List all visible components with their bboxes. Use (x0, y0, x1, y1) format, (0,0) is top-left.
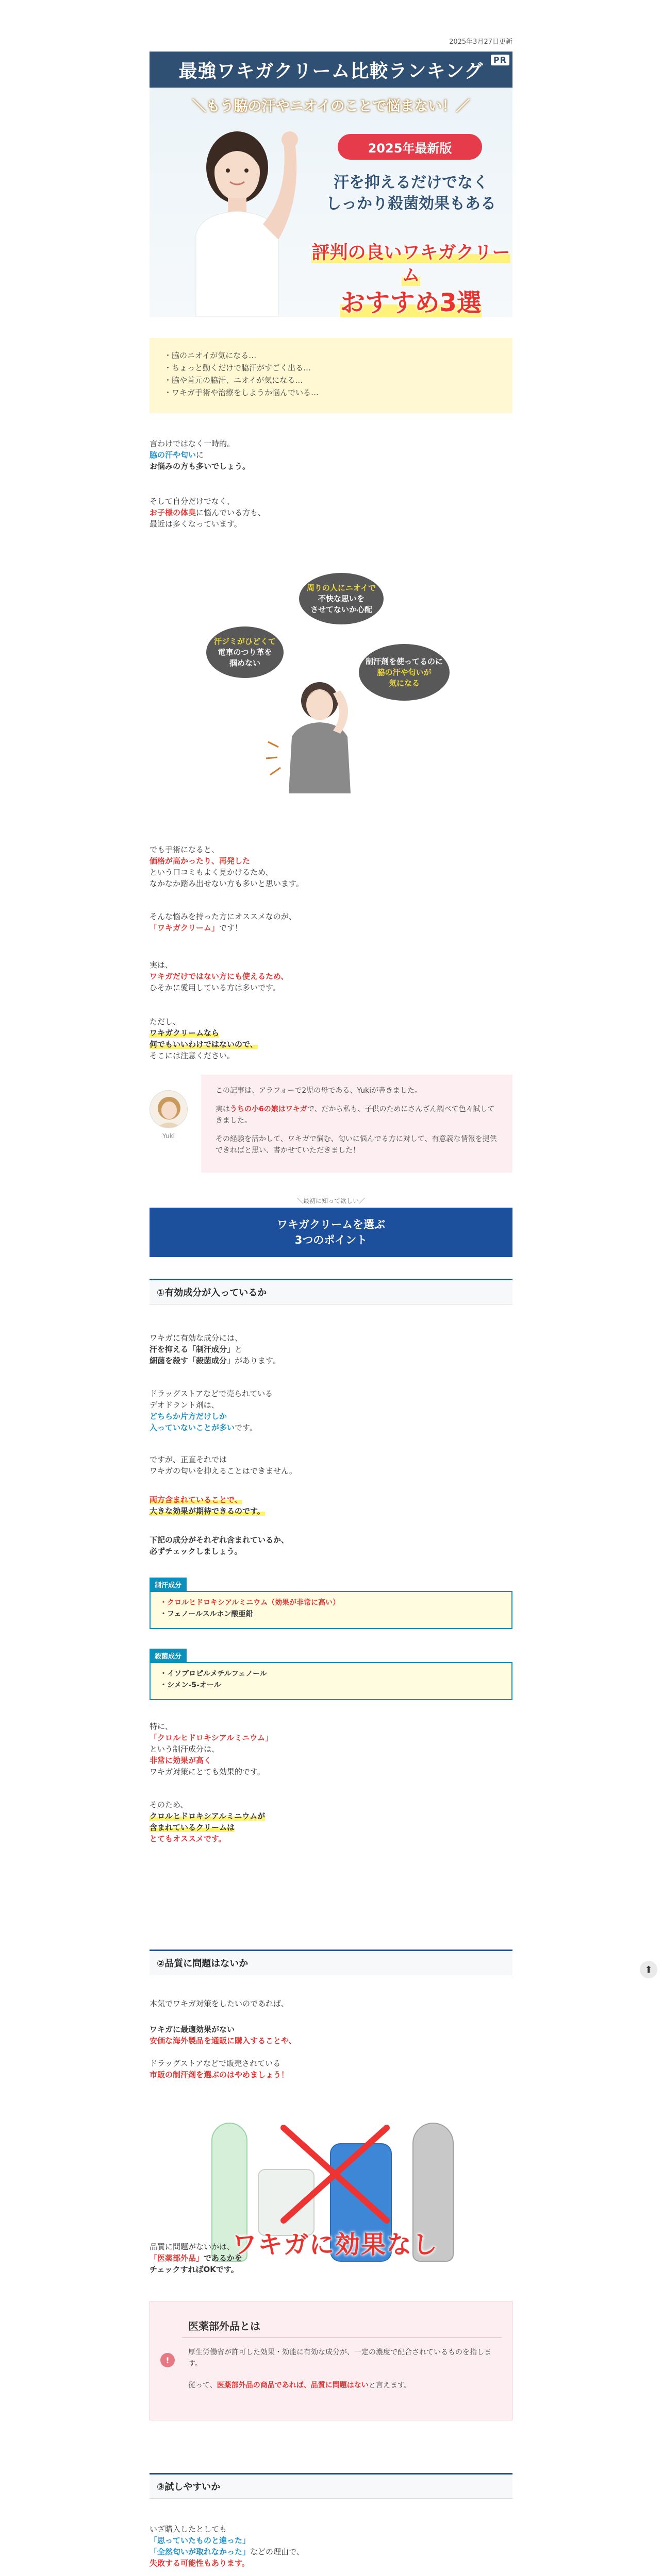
text-line: であるかを (204, 2253, 243, 2263)
text-line: 本気でワキガ対策をしたいのであれば、 (150, 1999, 289, 2008)
text-highlight: 入っていないことが多い (150, 1423, 235, 1432)
hero-tagline (309, 173, 512, 214)
worried-woman-icon (263, 670, 376, 793)
text-line: でも手術になると、 (150, 845, 220, 854)
no-effect-label: ワキガに効果なし (231, 2230, 438, 2259)
text-line: ですが、正直それでは (150, 1455, 227, 1464)
text-line: 必ずチェックしましょう。 (150, 1547, 242, 1556)
update-date: 2025年3月27日更新 (449, 38, 512, 46)
hero-line-3: 評判の良いワキガクリーム (311, 243, 510, 286)
checklist-item: ・脇や首元の脇汗、ニオイが気になる… (164, 376, 303, 385)
text-line: ワキガ対策にとても効果的です。 (150, 1767, 265, 1776)
intro-paragraph-2 (150, 496, 512, 530)
paragraph-failure (150, 2523, 512, 2569)
worry-illustration (206, 567, 464, 793)
text-highlight: 失敗する可能性もあります。 (150, 2558, 250, 2568)
antibacterial-tag: 殺菌成分 (150, 1649, 187, 1663)
text-line: お悩みの方も多いでしょう。 (150, 462, 251, 471)
list-item: ・イソプロピルメチルフェノール (160, 1670, 267, 1678)
checklist-item: ・脇のニオイが気になる… (164, 351, 257, 360)
list-item: ・シメン-5-オール (160, 1681, 221, 1689)
text-highlight: お子様の体臭 (150, 508, 196, 517)
author-name: Yuki (162, 1132, 175, 1140)
paragraph-serious (150, 1998, 512, 2009)
text-line: いざ購入したとしても (150, 2524, 227, 2534)
text-highlight: 「医薬部外品」 (150, 2253, 204, 2263)
text-line: などの理由で、 (250, 2547, 304, 2556)
pr-badge: PR (491, 55, 509, 65)
points-banner (150, 1208, 512, 1257)
note-title: 医薬部外品とは (188, 2320, 260, 2332)
text-line: 最近は多くなっています。 (150, 519, 242, 529)
text-highlight: 「全然匂いが取れなかった」 (150, 2547, 251, 2556)
note-body (188, 2347, 503, 2391)
avatar (150, 1090, 188, 1128)
latest-version-badge: 2025年最新版 (338, 134, 482, 160)
section-heading-quality: ②品質に問題はないか (150, 1950, 512, 1975)
concern-checklist (150, 338, 512, 413)
banner-line: ワキガクリームを選ぶ (277, 1218, 385, 1231)
hero-subtitle: ＼もう脇の汗やニオイのことで悩まない！／ (192, 98, 470, 114)
profile-text: この記事は、アラフォーで2児の母である、Yukiが書きました。 (216, 1087, 422, 1095)
paragraph-recommended (150, 1799, 512, 1844)
paragraph-overseas (150, 2024, 512, 2046)
cloud-text: 制汗剤を使ってるのに (365, 656, 443, 666)
antiperspirant-list (150, 1591, 512, 1629)
text-line: です。 (235, 1423, 257, 1432)
note-divider (182, 2337, 502, 2338)
text-line: 品質に問題がないかは、 (150, 2242, 235, 2251)
text-line: そこには注意ください。 (150, 1051, 235, 1060)
hero-title-bar (150, 52, 512, 88)
text-highlight: 「ワキガクリーム」 (150, 923, 220, 933)
text-line: 下記の成分がそれぞれ含まれているか、 (150, 1535, 289, 1545)
hero-line-1: 汗を抑えるだけでなく (334, 174, 488, 192)
text-highlight: 大きな効果が期待できるのです。 (150, 1506, 265, 1516)
note-text: 厚生労働省が許可した効果・効能に有効な成分が、一定の濃度で配合されているものを指します。 (188, 2348, 491, 2368)
cloud-text: 気になる (388, 678, 420, 688)
paragraph-caution (150, 1016, 512, 1061)
cloud-text: 電車のつり革を (218, 647, 272, 657)
profile-text: その経験を活かして、ワキガで悩む、匂いに悩んでる方に対して、有意義な情報を提供できればと思い、書かせていただきました！ (216, 1135, 497, 1155)
text-line: です！ (219, 923, 243, 933)
text-highlight: ワキガクリームなら (150, 1028, 220, 1038)
text-highlight: 何でもいいわけではないので、 (150, 1040, 258, 1049)
paragraph-ingredients (150, 1332, 512, 1366)
text-highlight: 価格が高かったり、再発した (150, 856, 251, 866)
woman-illustration-icon (160, 121, 315, 317)
paragraph-usage (150, 959, 512, 993)
text-highlight: 脇の汗や匂い (150, 450, 196, 460)
text-line: という口コミもよく見かけるため、 (150, 868, 273, 877)
paragraph-both (150, 1494, 512, 1517)
cloud-text: 掴めない (229, 658, 260, 668)
section-heading-trial: ③試しやすいか (150, 2473, 512, 2499)
note-text: 従って、 (188, 2381, 217, 2389)
text-line: に悩んでいる方も、 (196, 508, 266, 517)
cloud-text: 汗ジミがひどくて (213, 636, 276, 646)
hero-banner (150, 52, 512, 317)
profile-text: 実は (216, 1105, 230, 1113)
text-line: ワキガに有効な成分には、 (150, 1333, 243, 1343)
text-line: チェックすればOKです。 (150, 2265, 239, 2274)
list-item: ・クロルヒドロキシアルミニウム（効果が非常に高い） (160, 1599, 340, 1607)
text-line: があります。 (235, 1356, 280, 1365)
text-highlight: クロルヒドロキシアルミニウムが (150, 1811, 266, 1821)
text-line: なかなか踏み出せない方も多いと思います。 (150, 879, 304, 888)
text-highlight: 汗を抑える「制汗成分」 (150, 1345, 235, 1354)
author-avatar-icon (150, 1091, 188, 1128)
list-item: ・フェノールスルホン酸亜鉛 (160, 1610, 253, 1618)
hero-line-2: しっかり殺菌効果もある (326, 194, 496, 213)
text-highlight: 非常に効果が高く (150, 1756, 212, 1765)
banner-line: 3つのポイント (294, 1234, 368, 1246)
paragraph-quasi-check (150, 2241, 512, 2275)
text-highlight: 両方含まれていることで、 (150, 1495, 242, 1504)
cross-mark-icon (268, 2117, 402, 2231)
hero-title: 最強ワキガクリーム比較ランキング (178, 60, 484, 82)
text-line: そのため、 (150, 1800, 188, 1809)
paragraph-check (150, 1534, 512, 1557)
paragraph-chlorhydroxy (150, 1721, 512, 1777)
cloud-text: 不快な思いを (318, 594, 365, 603)
checklist-item: ・ワキガ手術や治療をしようか悩んでいる… (164, 388, 319, 397)
text-highlight: 細菌を殺す「殺菌成分」 (150, 1356, 235, 1365)
cloud-text: させてないか心配 (310, 604, 372, 614)
intro-paragraph-1 (150, 438, 512, 472)
text-line: ひそかに愛用している方は多いです。 (150, 983, 280, 992)
antibacterial-list (150, 1662, 512, 1700)
hero-headline (309, 242, 512, 317)
text-line: ドラッグストアなどで売られている (150, 1389, 273, 1398)
text-highlight: 市販の制汗剤を選ぶのはやめましょう！ (150, 2070, 289, 2079)
worry-cloud-smell (299, 573, 384, 624)
paragraph-drugstore (150, 1388, 512, 1433)
text-line: 実は、 (150, 960, 173, 970)
quasi-drug-note (150, 2301, 512, 2420)
text-line: そして自分だけでなく、 (150, 497, 235, 506)
antiperspirant-tag: 制汗成分 (150, 1578, 187, 1591)
paragraph-recommend (150, 911, 512, 934)
text-line: ワキガに最適効果がない (150, 2025, 235, 2034)
text-line: 特に、 (150, 1722, 173, 1731)
text-line: ワキガの匂いを抑えることはできません。 (150, 1466, 297, 1476)
text-highlight: 「クロルヒドロキシアルミニウム」 (150, 1733, 273, 1742)
text-highlight: どちらか片方だけしか (150, 1412, 227, 1421)
text-line: と (235, 1345, 243, 1354)
paragraph-surgery (150, 844, 512, 889)
text-highlight: 含まれているクリームは (150, 1823, 235, 1832)
info-icon: ! (160, 2353, 175, 2367)
author-intro-box (201, 1075, 512, 1173)
checklist-item: ・ちょっと動くだけで脇汗がすごく出る… (164, 363, 311, 372)
cloud-text: 周りの人にニオイで (306, 583, 376, 592)
text-highlight: ワキガだけではない方にも使えるため、 (150, 972, 289, 981)
text-line: という制汗成分は、 (150, 1744, 220, 1754)
scroll-to-top-button[interactable]: ⬆ (640, 1961, 657, 1978)
text-line: そんな悩みを持った方にオススメなのが、 (150, 912, 296, 921)
profile-text: で、だから私も、子供のためにさんざん調べて色々試してきました。 (216, 1105, 495, 1125)
text-highlight: とてもオススメです。 (150, 1834, 226, 1843)
note-highlight: 医薬部外品の商品であれば、品質に問題はない (217, 2381, 369, 2389)
text-highlight: 「思っていたものと違った」 (150, 2536, 251, 2545)
text-line: デオドラント剤は、 (150, 1400, 219, 1410)
note-text: と言えます。 (368, 2381, 411, 2389)
text-highlight: 安価な海外製品を通販に購入することや、 (150, 2036, 296, 2045)
text-line: に (196, 450, 204, 460)
text-line: ドラッグストアなどで販売されている (150, 2059, 281, 2068)
section-caption: ＼最初に知って欲しい／ (296, 1197, 365, 1205)
section-heading-ingredients: ①有効成分が入っているか (150, 1279, 512, 1304)
text-line: 言わけではなく一時的。 (150, 439, 235, 448)
author-profile (150, 1075, 512, 1173)
cloud-text: 脇の汗や匂いが (377, 667, 432, 677)
paragraph-honest (150, 1454, 512, 1477)
text-line: ただし、 (150, 1017, 181, 1026)
profile-highlight: うちの小6の娘はワキガ (230, 1105, 307, 1113)
paragraph-commercial (150, 2058, 512, 2080)
hero-line-4: おすすめ3選 (340, 288, 482, 317)
